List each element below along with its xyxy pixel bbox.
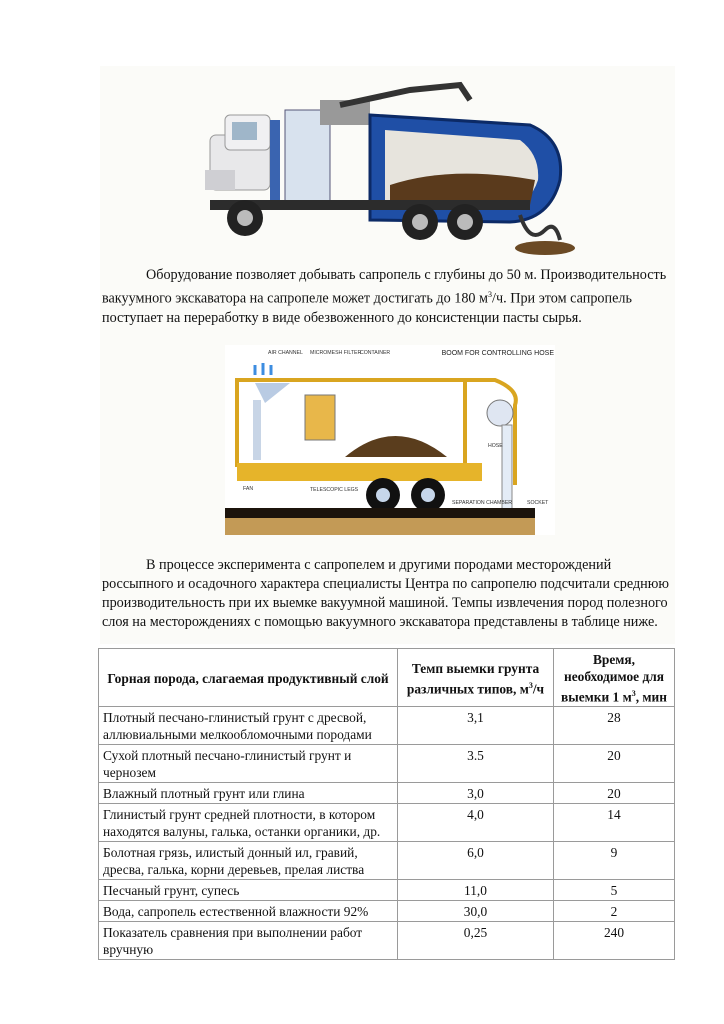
cell-rate: 3,1 [398,707,554,745]
cell-rock: Песчаный грунт, супесь [99,880,398,901]
cell-rate: 4,0 [398,804,554,842]
table-row [99,922,675,960]
label-air-channel: AIR CHANNEL [268,350,303,356]
label-boom: BOOM FOR CONTROLLING HOSE [441,350,554,357]
label-micromesh-filter: MICROMESH FILTER [310,350,362,356]
table-row [99,804,675,842]
superscript: 3 [488,290,493,299]
table-row [99,745,675,783]
cell-rock: Сухой плотный песчано-глинистый грунт и чернозем [99,745,398,783]
table-row [99,842,675,880]
label-separation-chamber: SEPARATION CHAMBER [452,500,513,506]
superscript: 3 [631,689,636,698]
paragraph-experiment [102,556,674,632]
extraction-rates-table [98,648,675,960]
cell-rock: Влажный плотный грунт или глина [99,783,398,804]
paragraph-text: В процессе эксперимента с сапропелем и другими породами месторождений россыпного и осадочного характера специалисты Центра по сапропелю подсчитали среднюю производительность при их выемке вакуумной машиной. Темпы извлечения пород полезного слоя на месторождениях с помощью вакуумного экскаватора представлены в таблице ниже. [102,557,669,630]
cell-rate: 3,0 [398,783,554,804]
cell-rate: 3.5 [398,745,554,783]
excavator-diagram [225,345,555,535]
cell-rate: 30,0 [398,901,554,922]
cell-rate: 6,0 [398,842,554,880]
label-telescopic-legs: TELESCOPIC LEGS [310,487,359,493]
cell-time: 20 [554,745,675,783]
cell-time: 5 [554,880,675,901]
superscript: 3 [528,680,533,690]
cell-rock: Показатель сравнения при выполнении работ вручную [99,922,398,960]
table-row [99,880,675,901]
cell-time: 14 [554,804,675,842]
label-container: CONTAINER [360,350,391,356]
header-rate [398,649,554,707]
header-rock: Горная порода, слагаемая продуктивный слой [99,649,398,707]
label-fan: FAN [243,486,254,492]
paragraph-equipment [102,266,674,328]
header-text: Время, необходимое для выемки 1 м [561,652,664,705]
table-row [99,901,675,922]
paragraph-text-tail: /ч. При этом сапропель поступает на переработку в виде обезвоженного до консистенции пасты сырья. [102,290,632,326]
cell-rate: 11,0 [398,880,554,901]
cell-rock: Болотная грязь, илистый донный ил, гравий, дресва, галька, корни деревьев, прелая листва [99,842,398,880]
cell-rate: 0,25 [398,922,554,960]
cell-rock: Глинистый грунт средней плотности, в котором находятся валуны, галька, останки органики, др. [99,804,398,842]
cell-rock: Вода, сапропель естественной влажности 92% [99,901,398,922]
header-text: /ч [532,680,545,696]
table-row [99,707,675,745]
cell-time: 240 [554,922,675,960]
table-header-row [99,649,675,707]
header-text: Темп выемки грунта различных типов, м [406,660,540,696]
cell-time: 2 [554,901,675,922]
table-row [99,783,675,804]
header-time [554,649,675,707]
vacuum-truck-illustration [200,70,590,260]
cell-time: 9 [554,842,675,880]
label-hose: HOSE [488,443,503,449]
cell-time: 20 [554,783,675,804]
label-socket: SOCKET [527,500,549,506]
cell-time: 28 [554,707,675,745]
paragraph-text: Оборудование позволяет добывать сапропель с глубины до 50 м. Производительность вакуумного экскаватора на сапропеле может достигать до 180 м [102,267,667,307]
cell-rock: Плотный песчано-глинистый грунт с дресвой, аллювиальными мелкообломочными породами [99,707,398,745]
header-text: , мин [635,689,667,705]
